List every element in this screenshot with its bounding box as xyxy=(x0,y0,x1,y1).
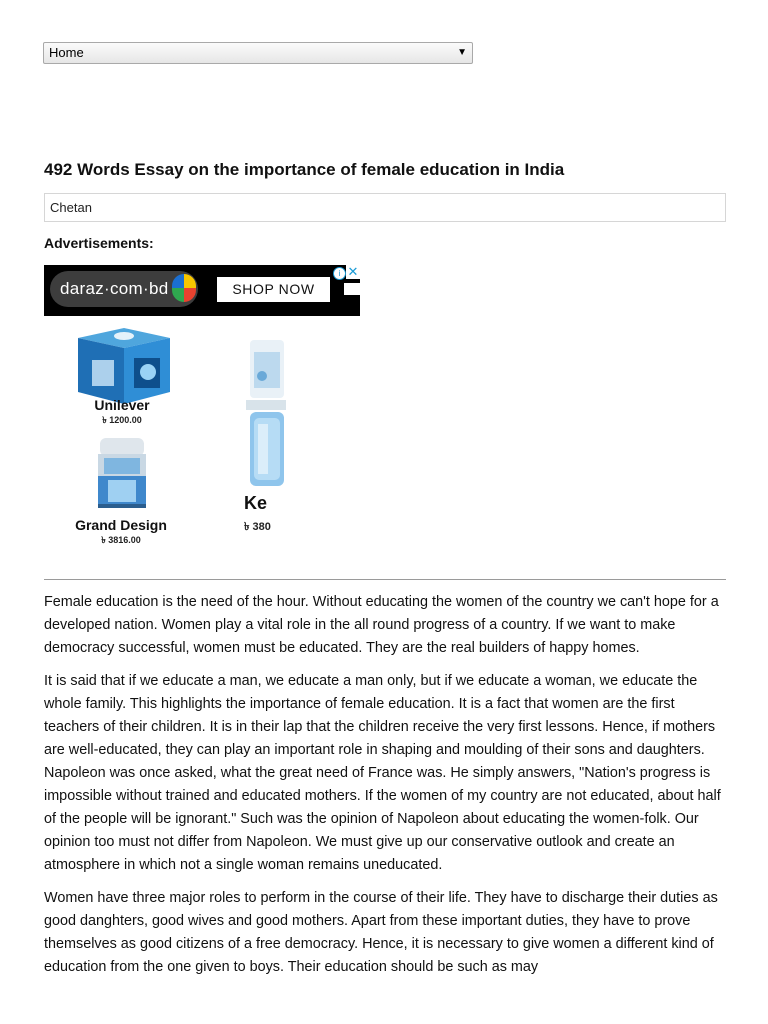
ad-products xyxy=(44,316,279,545)
ad-product-name: Grand Design xyxy=(75,517,167,533)
author-box xyxy=(44,193,726,222)
article-paragraph: It is said that if we educate a man, we educate a man only, but if we educate a woman, we educate the whole family. This highlights the importance of female education. It is a fact that women are the first teachers of their children. It is in their lap that the children receive the very first lessons. Hence, if mothers are well-educated, they can play an important role in shaping and moulding of their sons and daughters. Napoleon was once asked, what the great need of France was. He simply answers, "Nation's progress is impossible without trained and educated mothers. If the women of my country are not educated, about half of the people will be ignorant." Such was the opinion of Napoleon about educating the women-folk. Our opinion too must not differ from Napoleon. We must give up our conservative outlook and create an atmosphere in which not a single woman remains uneducated. xyxy=(44,673,721,873)
nav-dropdown[interactable] xyxy=(43,42,473,64)
ad-badge xyxy=(344,283,360,295)
nav-dropdown-value: Home xyxy=(49,45,84,60)
ad-product-price: ৳ 3816.00 xyxy=(101,535,141,545)
ad-product-card[interactable] xyxy=(70,324,174,424)
article-body xyxy=(44,591,727,989)
content-divider xyxy=(44,579,726,580)
page-title: 492 Words Essay on the importance of female education in India xyxy=(44,160,565,179)
water-dispenser-image xyxy=(70,438,172,508)
ad-product-name: Unilever xyxy=(94,397,150,413)
author-name: Chetan xyxy=(50,200,92,215)
ad-logo-mark-icon xyxy=(172,274,196,302)
ad-info-icon[interactable]: i xyxy=(333,267,346,280)
ad-product-price: ৳ 380 xyxy=(244,521,271,533)
water-dispenser-image xyxy=(244,340,304,490)
article-paragraph: Women have three major roles to perform in the course of their life. They have to discharge their duties as good danghters, good wives and good mothers. Apart from these important duties, they have to prove themselves as good citizens of a free democracy. Hence, it is necessary to give women a different kind of education from the one given to boys. Their education should be such as may xyxy=(44,890,718,975)
ad-logo-text: daraz·com·bd xyxy=(60,279,169,298)
water-purifier-box-image xyxy=(70,324,174,406)
ad-banner[interactable] xyxy=(44,265,360,316)
advertisements-label: Advertisements: xyxy=(44,235,154,251)
dropdown-arrow-icon: ▼ xyxy=(457,47,467,58)
ad-product-name: Ke xyxy=(244,493,268,513)
ad-close-icon[interactable]: ✕ xyxy=(347,264,359,279)
ad-shop-now-button[interactable]: SHOP NOW xyxy=(217,277,330,302)
article-paragraph: Female education is the need of the hour. Without educating the women of the country we can't hope for a developed nation. Women play a vital role in the all round progress of a country. If we want to make democracy successful, women must be educated. They are the real builders of happy homes. xyxy=(44,594,719,656)
ad-product-card[interactable] xyxy=(70,438,172,545)
ad-product-price: ৳ 1200.00 xyxy=(102,415,142,425)
ad-product-card[interactable] xyxy=(244,340,304,533)
